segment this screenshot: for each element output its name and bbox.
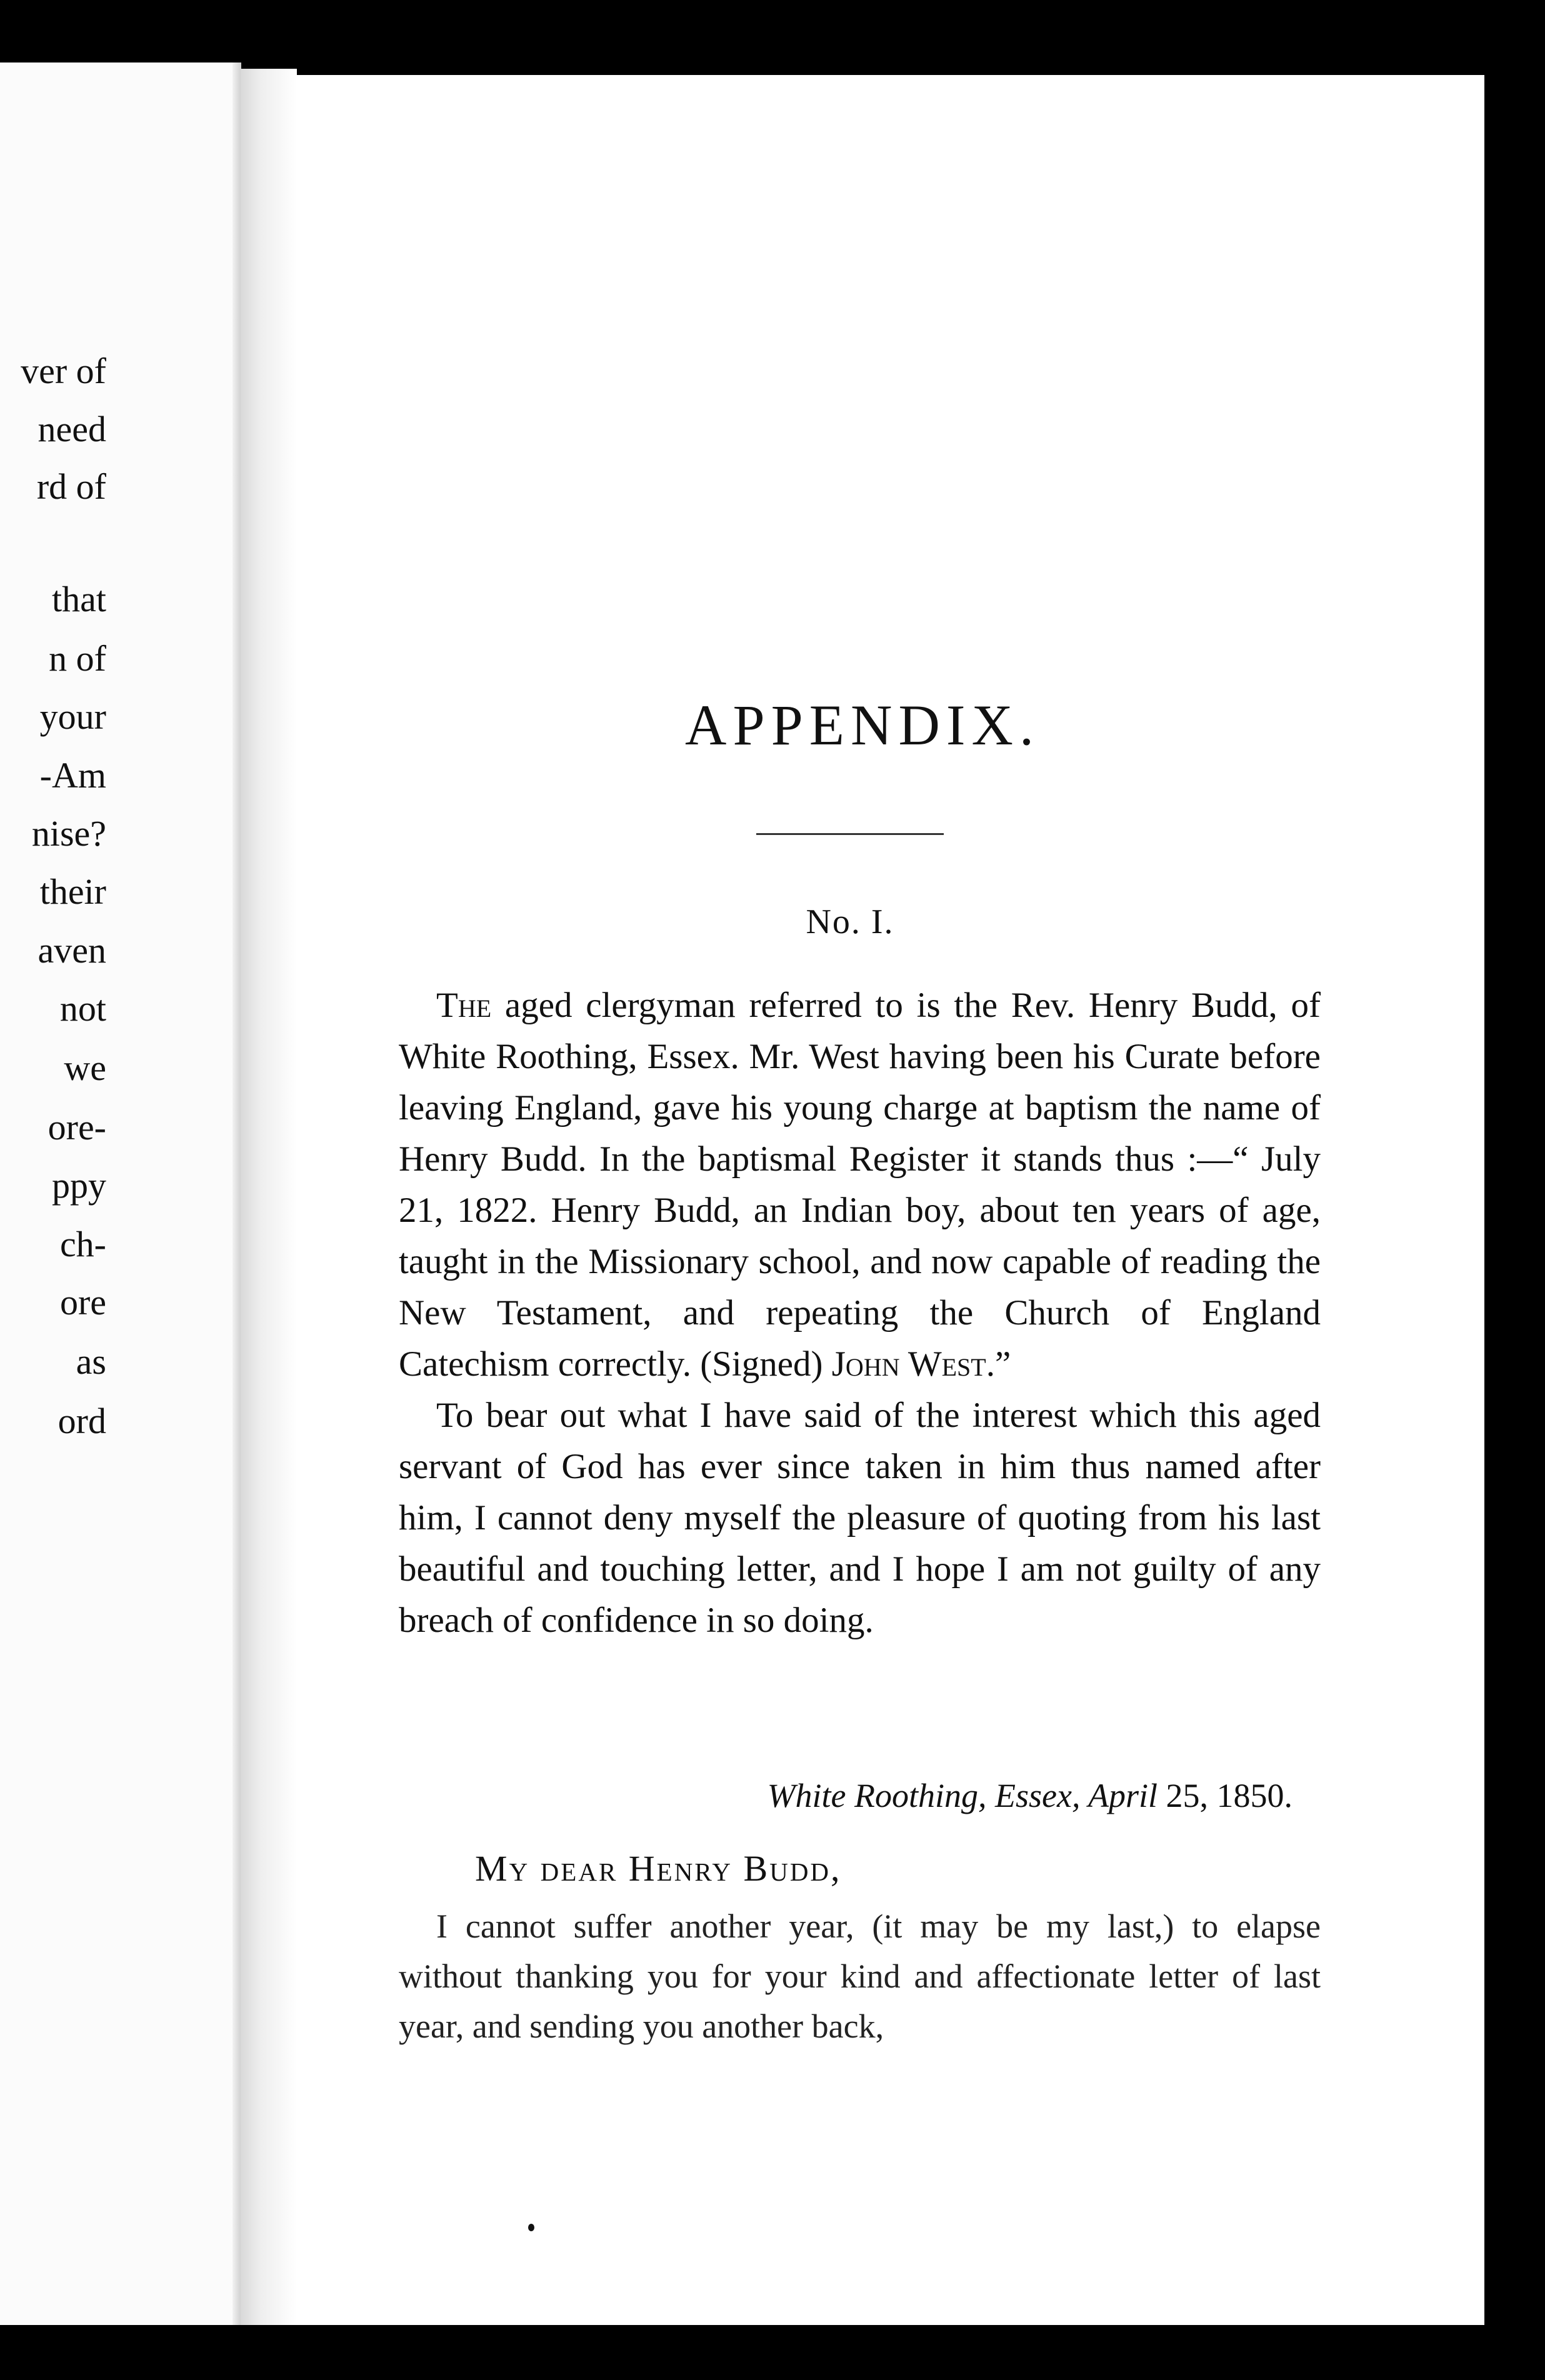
left-fragment: ch- — [59, 1224, 106, 1264]
left-page-text — [0, 0, 106, 2380]
scan-border-top — [0, 0, 1545, 62]
left-fragment: ord — [58, 1401, 106, 1441]
scan-border-right — [1484, 0, 1545, 2380]
left-fragment: we — [64, 1048, 106, 1088]
appendix-body — [399, 980, 1321, 1646]
dateline-place: White Roothing, Essex, April — [767, 1777, 1158, 1814]
left-fragment: ore- — [48, 1107, 106, 1148]
dateline-date: 25, 1850. — [1166, 1777, 1292, 1814]
left-fragment: ore — [59, 1282, 106, 1322]
left-fragment: your — [39, 696, 106, 737]
signer-name: John West — [831, 1344, 986, 1384]
section-number: No. I. — [806, 902, 894, 941]
gutter-shadow — [232, 62, 241, 2328]
left-fragment: ver of — [21, 351, 106, 391]
letter-opening: I cannot suffer another year, (it may be my last,) to elapse without thanking you for your kind and affectionate letter of last year, and sending you another back, — [399, 1908, 1321, 2045]
letter-dateline — [399, 1774, 1292, 1818]
left-fragment: need — [38, 409, 106, 449]
left-fragment: rd of — [36, 466, 106, 507]
left-fragment: ppy — [52, 1165, 106, 1206]
left-fragment: aven — [38, 930, 106, 971]
paragraph-2: To bear out what I have said of the interest which this aged servant of God has ever since taken in him thus named after him, I cannot deny myself the pleasure of quoting from his last beautiful and touching letter, and I hope I am not guilty of any breach of confidence in so doing. — [399, 1396, 1321, 1640]
page-title: APPENDIX. — [685, 693, 1040, 757]
book-gutter — [241, 69, 297, 2325]
left-fragment: that — [52, 579, 106, 619]
left-fragment: nise? — [31, 813, 106, 854]
left-fragment: n of — [49, 638, 106, 679]
left-fragment: -Am — [39, 755, 106, 796]
paragraph-close: .” — [986, 1344, 1011, 1384]
scan-border-bottom — [0, 2325, 1545, 2380]
left-fragment: as — [76, 1341, 106, 1382]
paragraph-lead: The — [436, 986, 492, 1025]
paragraph-1 — [399, 980, 1321, 1390]
ink-speck — [528, 2224, 534, 2231]
paragraph-text: aged clergyman referred to is the Rev. Henry Budd, of White Roothing, Essex. Mr. West having been his Curate before leaving England, gave his young charge at baptism the name of Henry Budd. In the baptismal Register it stands thus :—“ July 21, 1822. Henry Budd, an Indian boy, about ten years of age, taught in the Missionary school, and now capable of reading the New Testament, and repeating the Church of England Catechism correctly. (Signed) — [399, 986, 1321, 1384]
title-rule-divider — [756, 833, 944, 835]
letter-salutation: My dear Henry Budd, — [475, 1848, 842, 1889]
letter-body — [399, 1901, 1321, 2051]
left-fragment: not — [59, 988, 106, 1029]
left-fragment: their — [39, 871, 106, 912]
